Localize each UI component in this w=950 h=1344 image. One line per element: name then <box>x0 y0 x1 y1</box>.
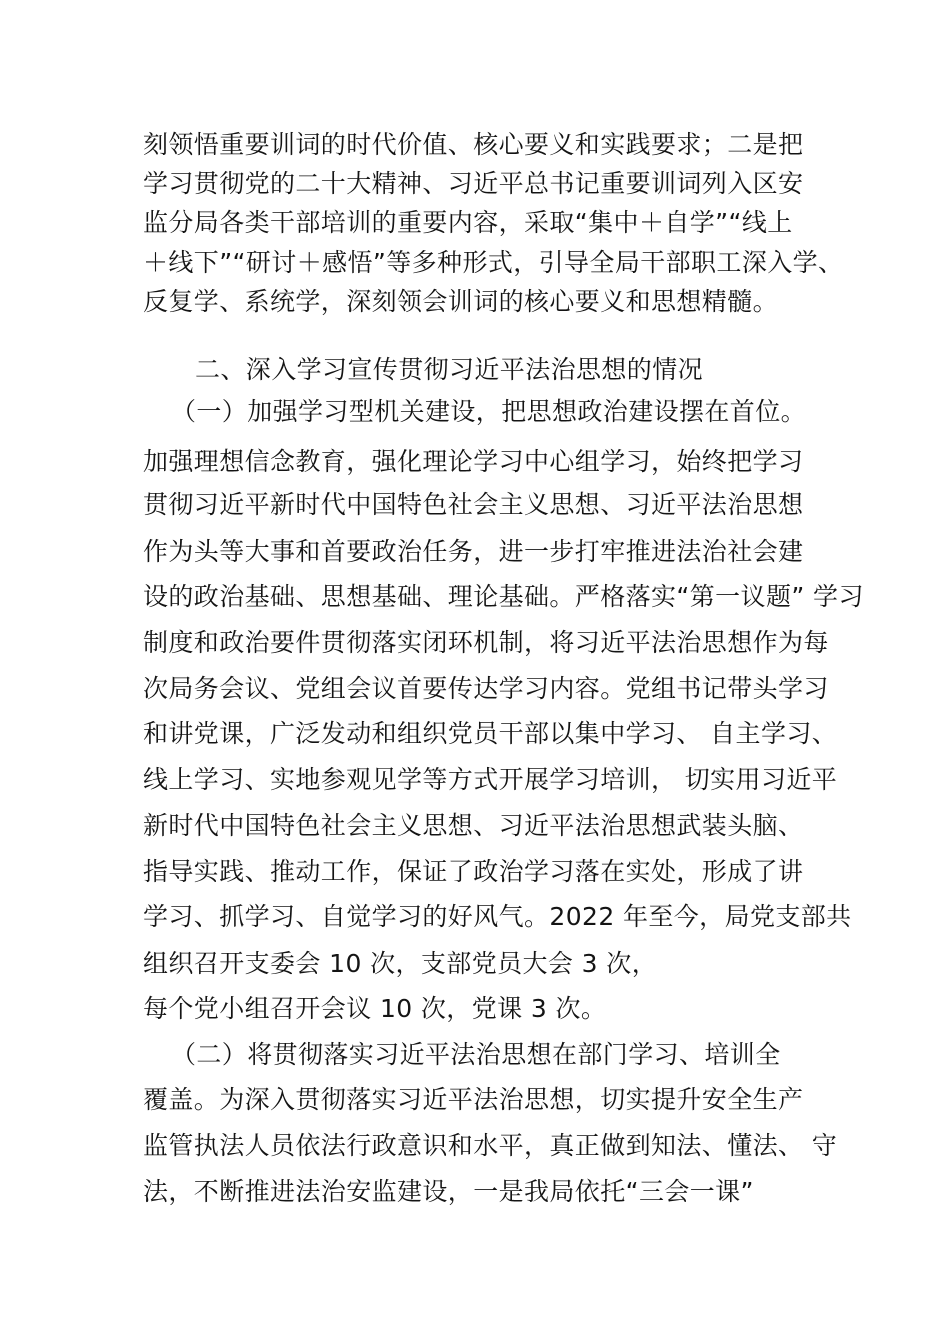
text-line: 监管执法人员依法行政意识和水平，真正做到知法、懂法、 守 <box>143 1131 838 1160</box>
text-line: 贯彻习近平新时代中国特色社会主义思想、习近平法治思想 <box>143 490 804 519</box>
text-line: 反复学、系统学，深刻领会训词的核心要义和思想精髓。 <box>143 287 779 316</box>
text-line: 组织召开支委会 10 次，支部党员大会 3 次， <box>143 949 658 978</box>
text-line: 学习贯彻党的二十大精神、习近平总书记重要训词列入区安 <box>143 169 804 198</box>
text-line: 次局务会议、党组会议首要传达学习内容。党组书记带头学习 <box>143 674 829 703</box>
section-heading: 二、深入学习宣传贯彻习近平法治思想的情况 <box>195 355 704 384</box>
text-line: 学习、抓学习、自觉学习的好风气。2022 年至今，局党支部共 <box>143 902 852 931</box>
text-line: 覆盖。为深入贯彻落实习近平法治思想，切实提升安全生产 <box>143 1085 804 1114</box>
text-line: 法，不断推进法治安监建设，一是我局依托“三会一课” <box>143 1177 754 1206</box>
text-line: 指导实践、推动工作，保证了政治学习落在实处，形成了讲 <box>143 857 804 886</box>
text-line: 制度和政治要件贯彻落实闭环机制，将习近平法治思想作为每 <box>143 628 829 657</box>
text-line: 设的政治基础、思想基础、理论基础。严格落实“第一议题” 学习 <box>143 582 864 611</box>
text-line: 作为头等大事和首要政治任务，进一步打牢推进法治社会建 <box>143 537 804 566</box>
subsection-heading: （二）将贯彻落实习近平法治思想在部门学习、培训全 <box>171 1040 781 1069</box>
subsection-heading: （一）加强学习型机关建设，把思想政治建设摆在首位。 <box>171 397 807 426</box>
text-line: 加强理想信念教育，强化理论学习中心组学习，始终把学习 <box>143 447 804 476</box>
text-line: 每个党小组召开会议 10 次，党课 3 次。 <box>143 994 607 1023</box>
text-line: 新时代中国特色社会主义思想、习近平法治思想武装头脑、 <box>143 811 804 840</box>
text-line: 监分局各类干部培训的重要内容，采取“集中＋自学”“线上 <box>143 208 793 237</box>
text-line: ＋线下”“研讨＋感悟”等多种形式，引导全局干部职工深入学、 <box>143 248 844 277</box>
text-line: 和讲党课，广泛发动和组织党员干部以集中学习、 自主学习、 <box>143 719 838 748</box>
text-line: 刻领悟重要训词的时代价值、核心要义和实践要求；二是把 <box>143 130 804 159</box>
text-line: 线上学习、实地参观见学等方式开展学习培训， 切实用习近平 <box>143 765 838 794</box>
